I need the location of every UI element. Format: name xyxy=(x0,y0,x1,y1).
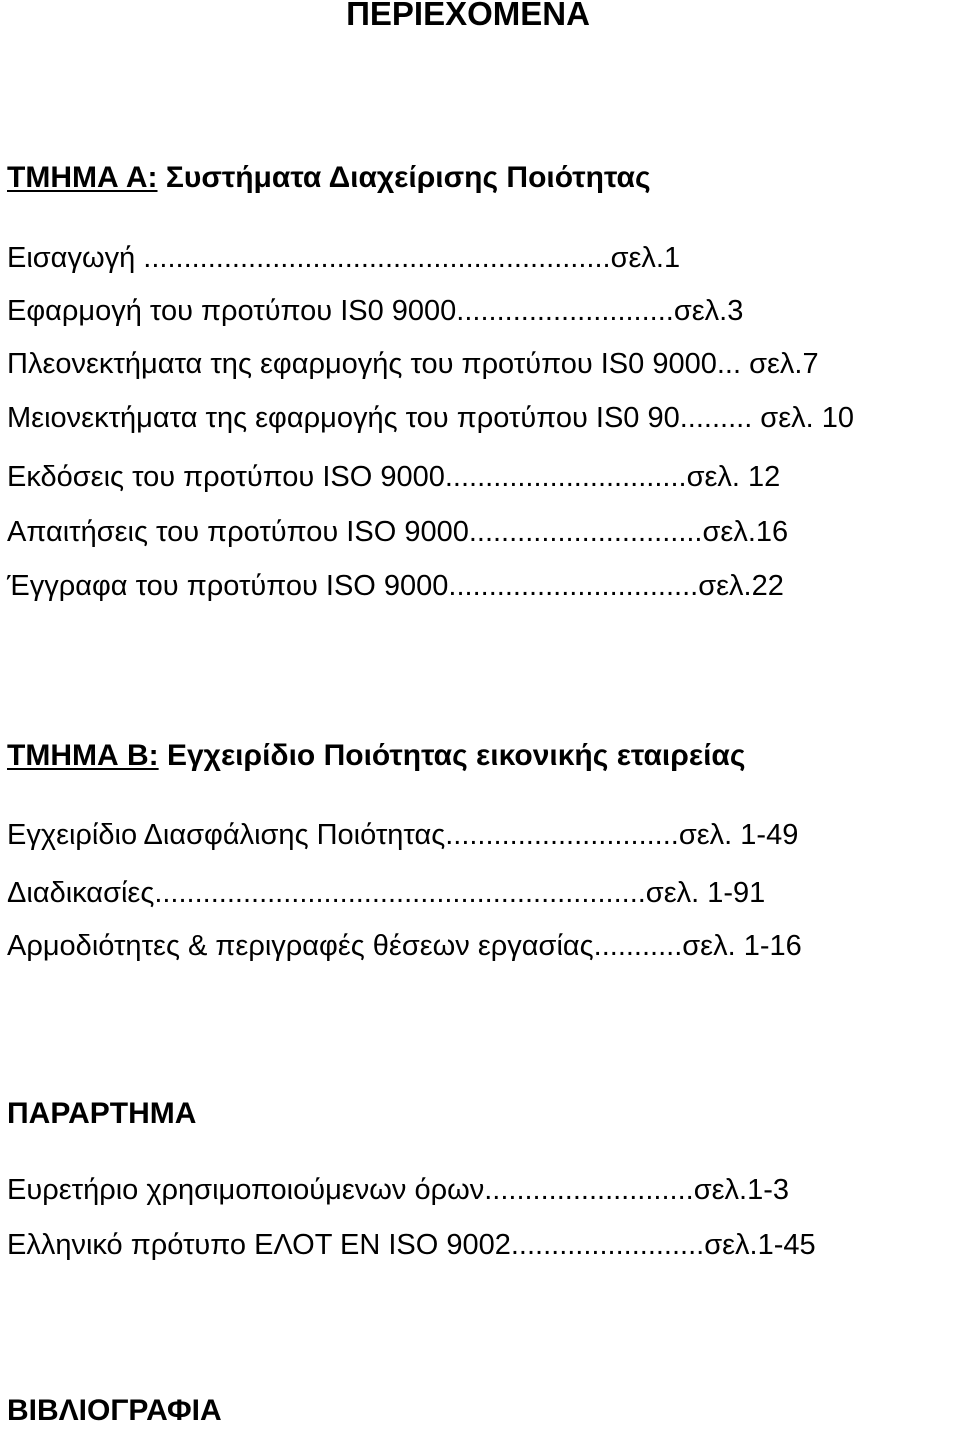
toc-entry-glossary[interactable]: Ευρετήριο χρησιμοποιούμενων όρων..........................σελ.1-3 xyxy=(7,1174,789,1206)
toc-entry-elot-standard[interactable]: Ελληνικό πρότυπο ΕΛΟΤ ΕΝ ISO 9002........................σελ.1-45 xyxy=(7,1229,816,1261)
toc-entry-editions[interactable]: Εκδόσεις του προτύπου ISO 9000..............................σελ. 12 xyxy=(7,461,781,493)
section-a-name: Συστήματα Διαχείρισης Ποιότητας xyxy=(157,161,651,194)
toc-entry-responsibilities[interactable]: Αρμοδιότητες & περιγραφές θέσεων εργασίας...........σελ. 1-16 xyxy=(7,930,802,962)
toc-entry-documents[interactable]: Έγγραφα του προτύπου ISO 9000...............................σελ.22 xyxy=(7,570,784,602)
section-b-heading xyxy=(7,736,745,776)
bibliography-heading: ΒΙΒΛΙΟΓΡΑΦΙΑ xyxy=(7,1394,222,1427)
section-a-heading xyxy=(7,158,651,198)
toc-entry-application[interactable]: Εφαρμογή του προτύπου IS0 9000...........................σελ.3 xyxy=(7,295,744,327)
section-b-name: Εγχειρίδιο Ποιότητας εικονικής εταιρείας xyxy=(158,739,746,772)
toc-entry-disadvantages[interactable]: Μειονεκτήματα της εφαρμογής του προτύπου IS0 90......... σελ. 10 xyxy=(7,402,855,434)
appendix-heading: ΠΑΡΑΡΤΗΜΑ xyxy=(7,1097,197,1130)
section-a-label: ΤΜΗΜΑ Α: xyxy=(7,161,158,194)
toc-entry-introduction[interactable]: Εισαγωγή ..........................................................σελ.1 xyxy=(7,242,681,274)
toc-entry-advantages[interactable]: Πλεονεκτήματα της εφαρμογής του προτύπου IS0 9000... σελ.7 xyxy=(7,348,819,380)
page-title: ΠΕΡΙΕΧΟΜΕΝΑ xyxy=(346,0,590,32)
toc-entry-requirements[interactable]: Απαιτήσεις του προτύπου ISO 9000.............................σελ.16 xyxy=(7,516,789,548)
toc-entry-quality-manual[interactable]: Εγχειρίδιο Διασφάλισης Ποιότητας.............................σελ. 1-49 xyxy=(7,819,799,851)
section-b-label: ΤΜΗΜΑ Β: xyxy=(7,739,159,772)
toc-entry-procedures[interactable]: Διαδικασίες.............................................................σελ. 1-91 xyxy=(7,877,766,909)
